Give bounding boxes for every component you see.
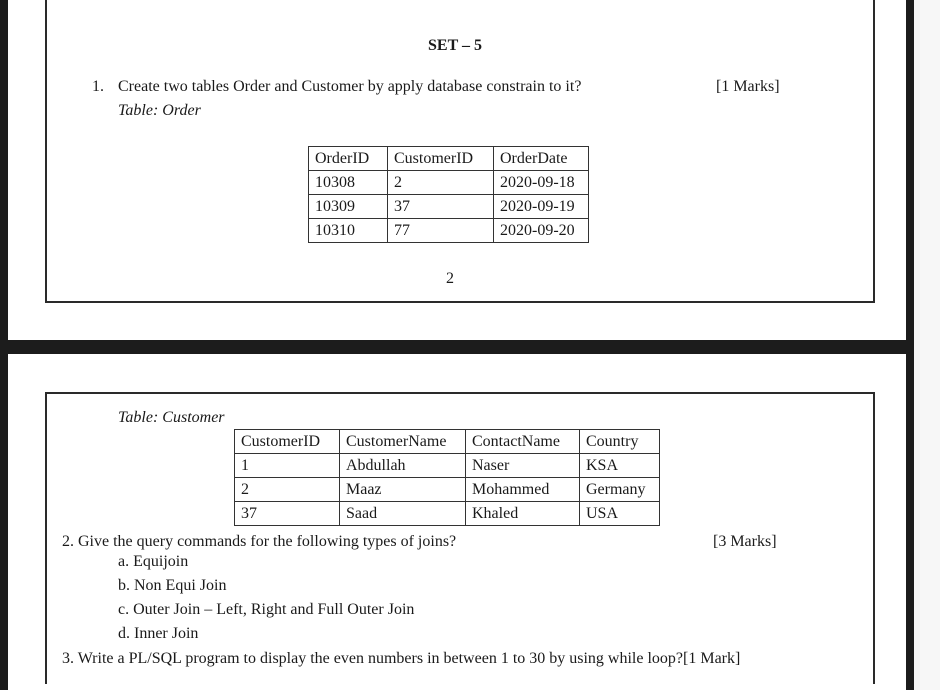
viewer-frame-right <box>906 0 914 690</box>
table-cell: 10308 <box>309 171 388 195</box>
page-number: 2 <box>446 270 454 287</box>
table-cell: 10309 <box>309 195 388 219</box>
customer-table-label: Table: Customer <box>118 409 225 426</box>
column-header: CustomerID <box>235 430 340 454</box>
table-row <box>309 219 589 243</box>
table-cell: 37 <box>235 502 340 526</box>
table-cell: Maaz <box>340 478 466 502</box>
table-cell: 1 <box>235 454 340 478</box>
table-cell: Mohammed <box>466 478 580 502</box>
scroll-gutter[interactable] <box>914 0 940 690</box>
q2-item-a: a. Equijoin <box>118 553 189 570</box>
table-cell: 2020-09-20 <box>494 219 589 243</box>
table-header-row <box>235 430 660 454</box>
table-cell: Khaled <box>466 502 580 526</box>
column-header: Country <box>580 430 660 454</box>
order-table-label: Table: Order <box>118 102 201 119</box>
table-cell: Saad <box>340 502 466 526</box>
q1-number: 1. <box>92 78 104 95</box>
table-cell: Germany <box>580 478 660 502</box>
table-cell: 2020-09-18 <box>494 171 589 195</box>
column-header: OrderDate <box>494 147 589 171</box>
table-cell: 10310 <box>309 219 388 243</box>
table-cell: USA <box>580 502 660 526</box>
q1-marks: [1 Marks] <box>716 78 780 95</box>
table-header-row <box>309 147 589 171</box>
column-header: OrderID <box>309 147 388 171</box>
table-row <box>235 502 660 526</box>
q2-item-b: b. Non Equi Join <box>118 577 227 594</box>
q2-marks: [3 Marks] <box>713 533 777 550</box>
table-cell: KSA <box>580 454 660 478</box>
table-cell: Abdullah <box>340 454 466 478</box>
table-row <box>309 195 589 219</box>
table-cell: 2 <box>235 478 340 502</box>
q2-text: 2. Give the query commands for the following types of joins? <box>62 533 457 550</box>
q3-text: 3. Write a PL/SQL program to display the even numbers in between 1 to 30 by using while loop?[1 Mark] <box>62 650 741 667</box>
table-row <box>235 454 660 478</box>
column-header: CustomerID <box>388 147 494 171</box>
table-cell: 2020-09-19 <box>494 195 589 219</box>
table-row <box>235 478 660 502</box>
q2-item-d: d. Inner Join <box>118 625 199 642</box>
set-title: SET – 5 <box>428 37 482 54</box>
column-header: CustomerName <box>340 430 466 454</box>
table-cell: 37 <box>388 195 494 219</box>
table-cell: 77 <box>388 219 494 243</box>
q1-text: Create two tables Order and Customer by apply database constrain to it? <box>118 78 582 95</box>
viewer-frame-left <box>0 0 8 690</box>
customer-table <box>234 429 660 526</box>
order-table <box>308 146 589 243</box>
table-cell: Naser <box>466 454 580 478</box>
page-separator <box>8 340 906 354</box>
column-header: ContactName <box>466 430 580 454</box>
q2-item-c: c. Outer Join – Left, Right and Full Outer Join <box>118 601 415 618</box>
table-cell: 2 <box>388 171 494 195</box>
table-row <box>309 171 589 195</box>
